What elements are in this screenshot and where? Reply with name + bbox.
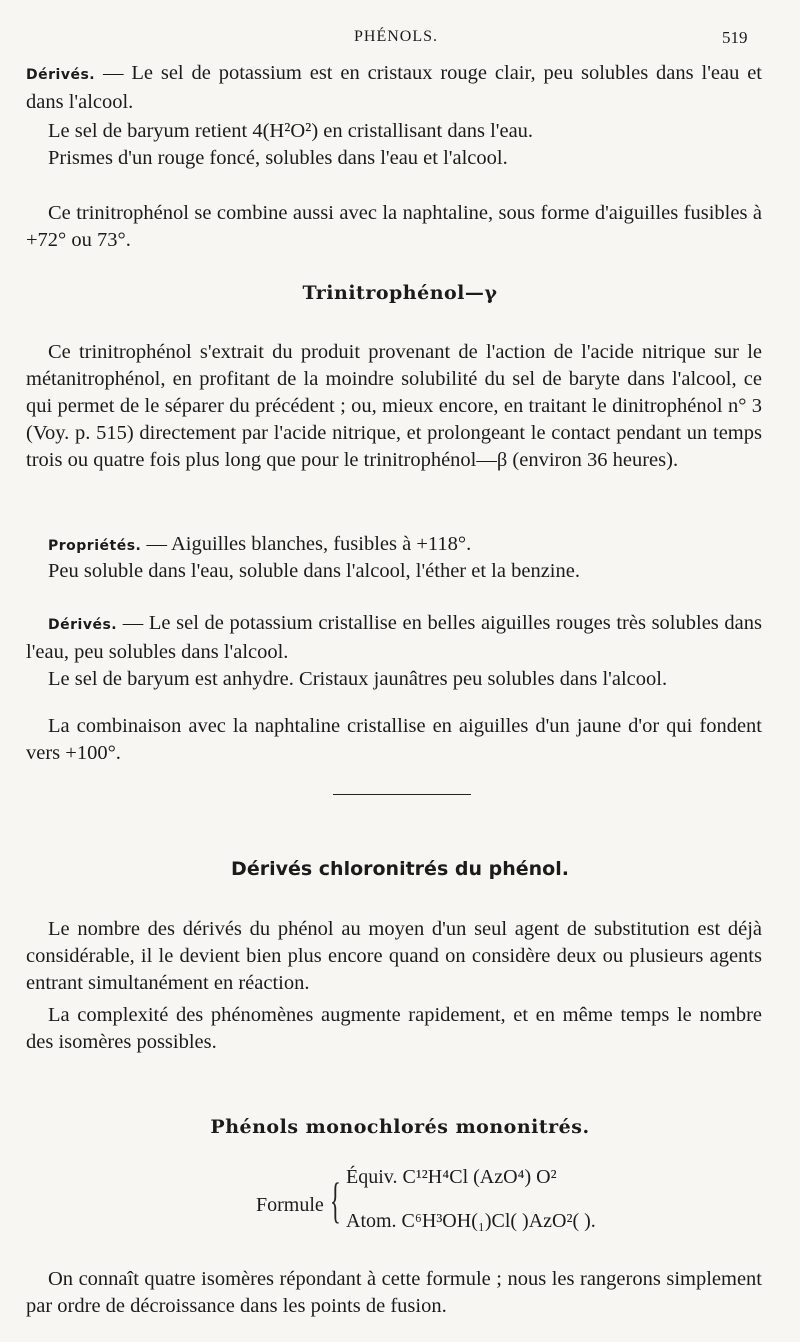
heading-trinitrophenol-gamma: Trinitrophénol—γ — [302, 282, 498, 304]
label-proprietes: Propriétés. — [48, 538, 142, 554]
paragraph-isomeres: On connaît quatre isomères répondant à cette formule ; nous les rangerons simplement par ordre de décroissance dans les points de fusion. — [26, 1268, 762, 1317]
section-divider — [333, 794, 471, 795]
paragraph-sel-baryum: Le sel de baryum retient 4(H²O²) en cristallisant dans l'eau. — [48, 120, 534, 142]
running-title: PHÉNOLS. — [354, 28, 439, 45]
paragraph-solubilite: Peu soluble dans l'eau, soluble dans l'alcool, l'éther et la benzine. — [48, 560, 580, 582]
paragraph-extraction: Ce trinitrophénol s'extrait du produit provenant de l'action de l'acide nitrique sur le métanitrophénol, en profitant de la moindre solubilité du sel de baryte dans l'alcool, ce qui permet de le séparer du précédent ; ou, mieux encore, en traitant le dinitrophénol n° 3 (Voy. p. 515) directement par l'acide nitrique, et prolongeant le contact pendant un temps trois ou quatre fois plus long que pour le trinitrophénol—β (environ 36 heures). — [26, 341, 762, 471]
text-proprietes: — Aiguilles blanches, fusibles à +118°. — [141, 533, 472, 555]
text-derives-potassium: — Le sel de potassium est en cristaux rouge clair, peu solubles dans l'eau et dans l'alcool. — [26, 62, 762, 113]
heading-chloronitres: Dérivés chloronitrés du phénol. — [231, 858, 569, 880]
paragraph-naphtaline-gamma: La combinaison avec la naphtaline cristallise en aiguilles d'un jaune d'or qui fondent vers +100°. — [26, 715, 762, 764]
formula-block — [256, 1166, 676, 1246]
page-number: 519 — [722, 28, 748, 47]
formula-label: Formule — [256, 1194, 324, 1216]
paragraph-complexite: La complexité des phénomènes augmente rapidement, et en même temps le nombre des isomères possibles. — [26, 1004, 762, 1053]
label-derives: Dérivés. — [48, 617, 118, 633]
paragraph-baryum-anhydre: Le sel de baryum est anhydre. Cristaux jaunâtres peu solubles dans l'alcool. — [48, 668, 668, 690]
paragraph-nombre-derives: Le nombre des dérivés du phénol au moyen d'un seul agent de substitution est déjà considérable, il le devient bien plus encore quand on considère deux ou plusieurs agents entrant simultanément en réaction. — [26, 918, 762, 994]
brace-icon: { — [330, 1172, 341, 1228]
label-derives: Dérivés. — [26, 67, 96, 83]
paragraph-derives-gamma — [26, 610, 762, 666]
running-head — [0, 28, 800, 50]
paragraph-naphtaline-combination: Ce trinitrophénol se combine aussi avec la naphtaline, sous forme d'aiguilles fusibles à +72° ou 73°. — [26, 202, 762, 251]
paragraph-prismes: Prismes d'un rouge foncé, solubles dans l'eau et l'alcool. — [48, 147, 508, 169]
formula-atom: Atom. C⁶H³OH(₁)Cl( )AzO²( ). — [346, 1210, 596, 1232]
text-derives-gamma: — Le sel de potassium cristallise en belles aiguilles rouges très solubles dans l'eau, peu solubles dans l'alcool. — [26, 612, 762, 663]
paragraph-derives-potassium — [26, 60, 762, 116]
paragraph-proprietes — [26, 531, 762, 560]
formula-equiv: Équiv. C¹²H⁴Cl (AzO⁴) O² — [346, 1166, 557, 1188]
heading-monochlores-mononitres: Phénols monochlorés mononitrés. — [210, 1116, 590, 1138]
